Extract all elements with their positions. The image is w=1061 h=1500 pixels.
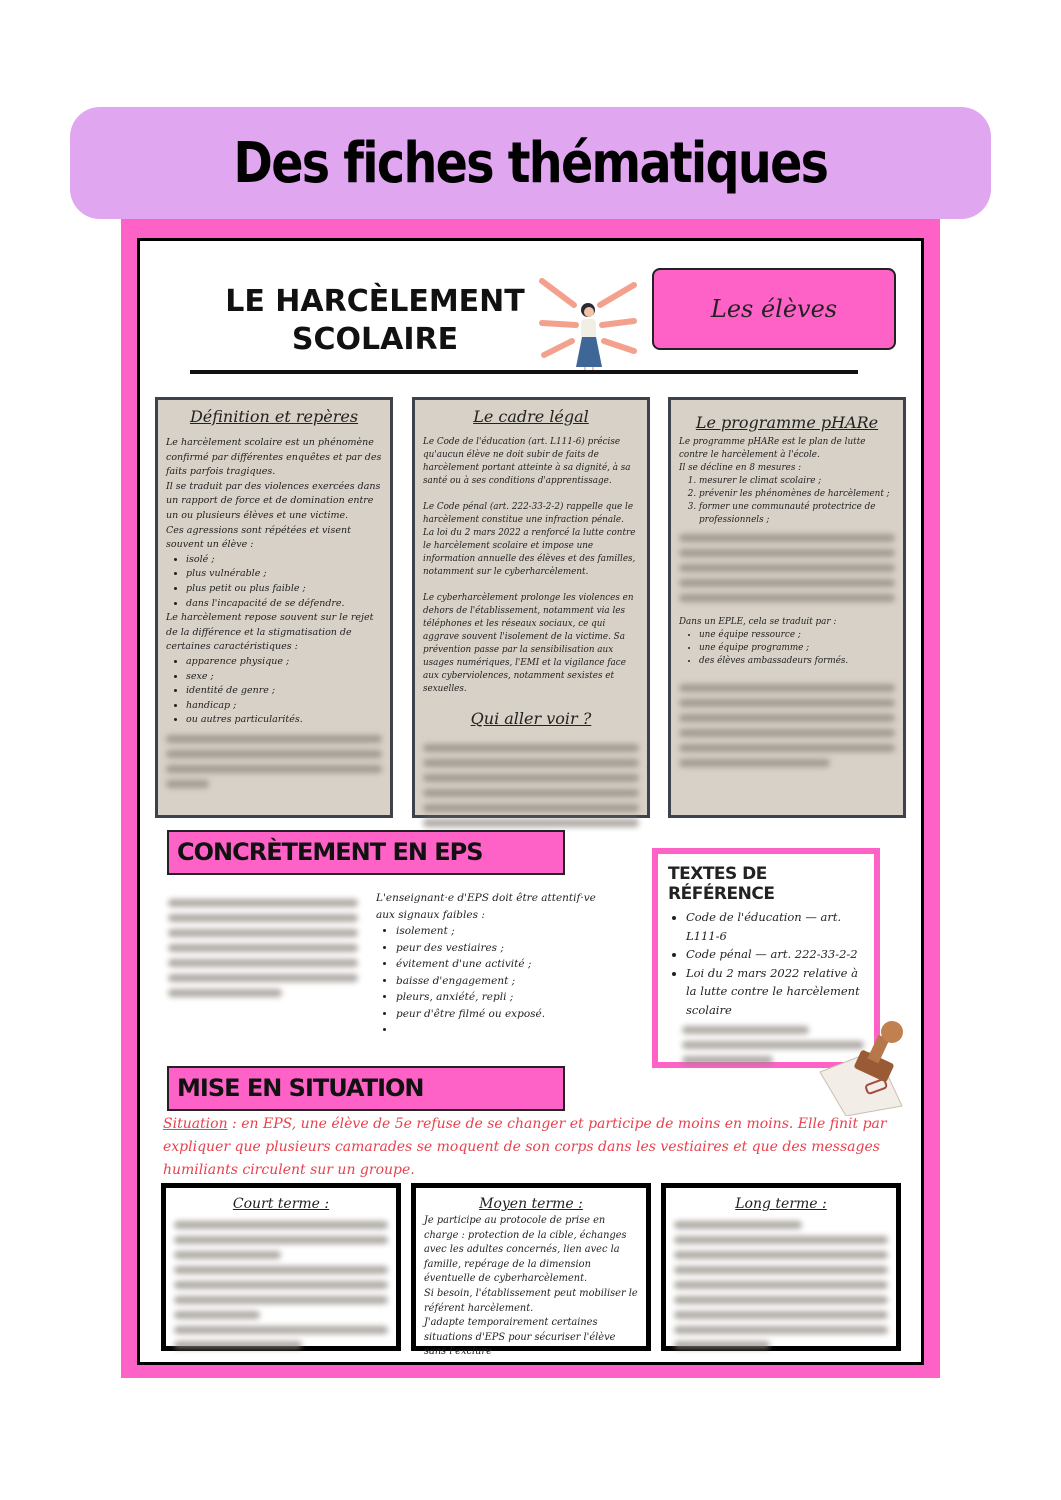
title-line-1: LE HARCÈLEMENT bbox=[225, 284, 525, 319]
list-item: • peur des vestiaires ; bbox=[396, 940, 596, 957]
definition-text: Ces agressions sont répétées et visent souvent un élève : bbox=[166, 524, 351, 551]
list-item: • dans l'incapacité de se défendre. bbox=[186, 597, 382, 612]
list-item: • une équipe ressource ; bbox=[699, 629, 895, 642]
definition-text: Le harcèlement repose souvent sur le rejet de la différence et la stigmatisation de certaines caractéristiques : bbox=[166, 612, 374, 653]
characteristics-list bbox=[166, 655, 382, 728]
legal-text: Le Code pénal (art. 222-33-2-2) rappelle que le harcèlement constitue une infraction pénale. bbox=[423, 502, 634, 525]
definition-heading: Définition et repères bbox=[189, 407, 359, 426]
sheet-title bbox=[200, 283, 550, 359]
list-item: • baisse d'engagement ; bbox=[396, 973, 596, 990]
list-item: 3. former une communauté protectrice de professionnels ; bbox=[699, 501, 895, 527]
list-item: • ou autres particularités. bbox=[186, 713, 382, 728]
phare-heading: Le programme pHARe bbox=[695, 413, 879, 432]
signals-list bbox=[376, 923, 596, 1039]
pointing-fingers-at-student-icon bbox=[538, 275, 640, 375]
short-term-box bbox=[161, 1183, 401, 1351]
phare-text: Dans un EPLE, cela se traduit par : bbox=[679, 617, 837, 627]
situation-heading: MISE EN SITUATION bbox=[167, 1066, 565, 1111]
blurred-text bbox=[423, 744, 639, 842]
victim-list bbox=[166, 553, 382, 611]
banner-title: Des fiches thématiques bbox=[233, 130, 828, 196]
list-item: • identité de genre ; bbox=[186, 684, 382, 699]
list-item: • isolement ; bbox=[396, 923, 596, 940]
references-heading: TEXTES DE RÉFÉRENCE bbox=[668, 864, 775, 904]
medium-term-text: Je participe au protocole de prise en charge : protection de la cible, échanges avec les adultes concernés, lien avec la famille, repérage de la dimension éventuelle de cyberharcèlement. bbox=[424, 1215, 627, 1285]
legal-panel bbox=[412, 397, 650, 818]
list-item: • apparence physique ; bbox=[186, 655, 382, 670]
blurred-text bbox=[174, 1221, 388, 1349]
medium-term-text: J'adapte temporairement certaines situations d'EPS pour sécuriser l'élève sans l'exclure bbox=[424, 1317, 616, 1358]
list-item: • isolé ; bbox=[186, 553, 382, 568]
phare-panel bbox=[668, 397, 906, 818]
legal-text: Le cyberharcèlement prolonge les violences en dehors de l'établissement, notamment via les téléphones et les réseaux sociaux, ce qui aggrave souvent l'isolement de la victime. Sa prévention passe par la sensibilisation aux usages numériques, l'EMI et la vigilance face aux cyberviolences, notamment sexistes et sexuelles. bbox=[423, 593, 634, 694]
banner bbox=[70, 107, 991, 219]
list-item: • Code pénal — art. 222-33-2-2 bbox=[686, 945, 864, 964]
list-item: • plus petit ou plus faible ; bbox=[186, 582, 382, 597]
blurred-text bbox=[166, 735, 382, 788]
signals-intro: L'enseignant·e d'EPS doit être attentif·ve aux signaux faibles : bbox=[376, 892, 596, 921]
eps-heading: CONCRÈTEMENT EN EPS bbox=[167, 830, 565, 875]
list-item: • Code de l'éducation — art. L111-6 bbox=[686, 908, 864, 945]
stamp-icon bbox=[818, 1020, 908, 1116]
list-item: • des élèves ambassadeurs formés. bbox=[699, 655, 895, 668]
list-item: • sexe ; bbox=[186, 670, 382, 685]
long-term-heading: Long terme : bbox=[735, 1196, 827, 1212]
list-item: • handicap ; bbox=[186, 699, 382, 714]
legal-text: La loi du 2 mars 2022 a renforcé la lutte contre le harcèlement scolaire et impose une information annuelle des élèves et des familles, notamment sur le cyberharcèlement. bbox=[423, 528, 636, 577]
measures-list bbox=[679, 475, 895, 527]
situation-label: Situation bbox=[163, 1116, 228, 1132]
blurred-text bbox=[168, 892, 358, 1004]
divider bbox=[190, 370, 858, 374]
definition-panel bbox=[155, 397, 393, 818]
list-item: 1. mesurer le climat scolaire ; bbox=[699, 475, 895, 488]
phare-text: Le programme pHARe est le plan de lutte contre le harcèlement à l'école. bbox=[679, 437, 866, 460]
blurred-text bbox=[674, 1221, 888, 1349]
definition-text: Le harcèlement scolaire est un phénomène confirmé par différentes enquêtes et par des faits parfois tragiques. bbox=[166, 437, 382, 478]
references-list bbox=[668, 908, 864, 1019]
legal-heading: Le cadre légal bbox=[473, 407, 589, 426]
list-item: 2. prévenir les phénomènes de harcèlement ; bbox=[699, 488, 895, 501]
title-line-2: SCOLAIRE bbox=[291, 322, 459, 357]
eple-list bbox=[679, 629, 895, 668]
medium-term-box bbox=[411, 1183, 651, 1358]
definition-text: Il se traduit par des violences exercées dans un rapport de force et de domination entre un ou plusieurs élèves et une victime. bbox=[166, 480, 381, 521]
list-item: • une équipe programme ; bbox=[699, 642, 895, 655]
situation-body: : en EPS, une élève de 5e refuse de se changer et participe de moins en moins. Elle finit par expliquer que plusieurs camarades se moquent de son corps dans les vestiaires et que des messages humiliants circulent sur un groupe. bbox=[163, 1116, 887, 1178]
short-term-heading: Court terme : bbox=[232, 1196, 330, 1212]
list-item: • pleurs, anxiété, repli ; bbox=[396, 989, 596, 1006]
list-item: • plus vulnérable ; bbox=[186, 567, 382, 582]
list-item: • Loi du 2 mars 2022 relative à la lutte contre le harcèlement scolaire bbox=[686, 964, 864, 1020]
medium-term-text: Si besoin, l'établissement peut mobiliser le référent harcèlement. bbox=[424, 1287, 638, 1314]
who-heading: Qui aller voir ? bbox=[470, 709, 592, 728]
list-item: • peur d'être filmé ou exposé. bbox=[396, 1006, 596, 1023]
list-item bbox=[396, 1022, 596, 1039]
situation-text bbox=[163, 1113, 898, 1182]
list-item: • évitement d'une activité ; bbox=[396, 956, 596, 973]
blurred-text bbox=[679, 534, 895, 602]
legal-text: Le Code de l'éducation (art. L111-6) précise qu'aucun élève ne doit subir de faits de harcèlement portant atteinte à sa dignité, à sa santé ou à ses conditions d'apprentissage. bbox=[423, 437, 631, 486]
long-term-box bbox=[661, 1183, 901, 1351]
audience-badge: Les élèves bbox=[652, 268, 896, 350]
blurred-text bbox=[679, 684, 895, 767]
signals-block bbox=[376, 890, 596, 1039]
phare-text: Il se décline en 8 mesures : bbox=[679, 463, 802, 473]
medium-term-heading: Moyen terme : bbox=[479, 1196, 583, 1212]
